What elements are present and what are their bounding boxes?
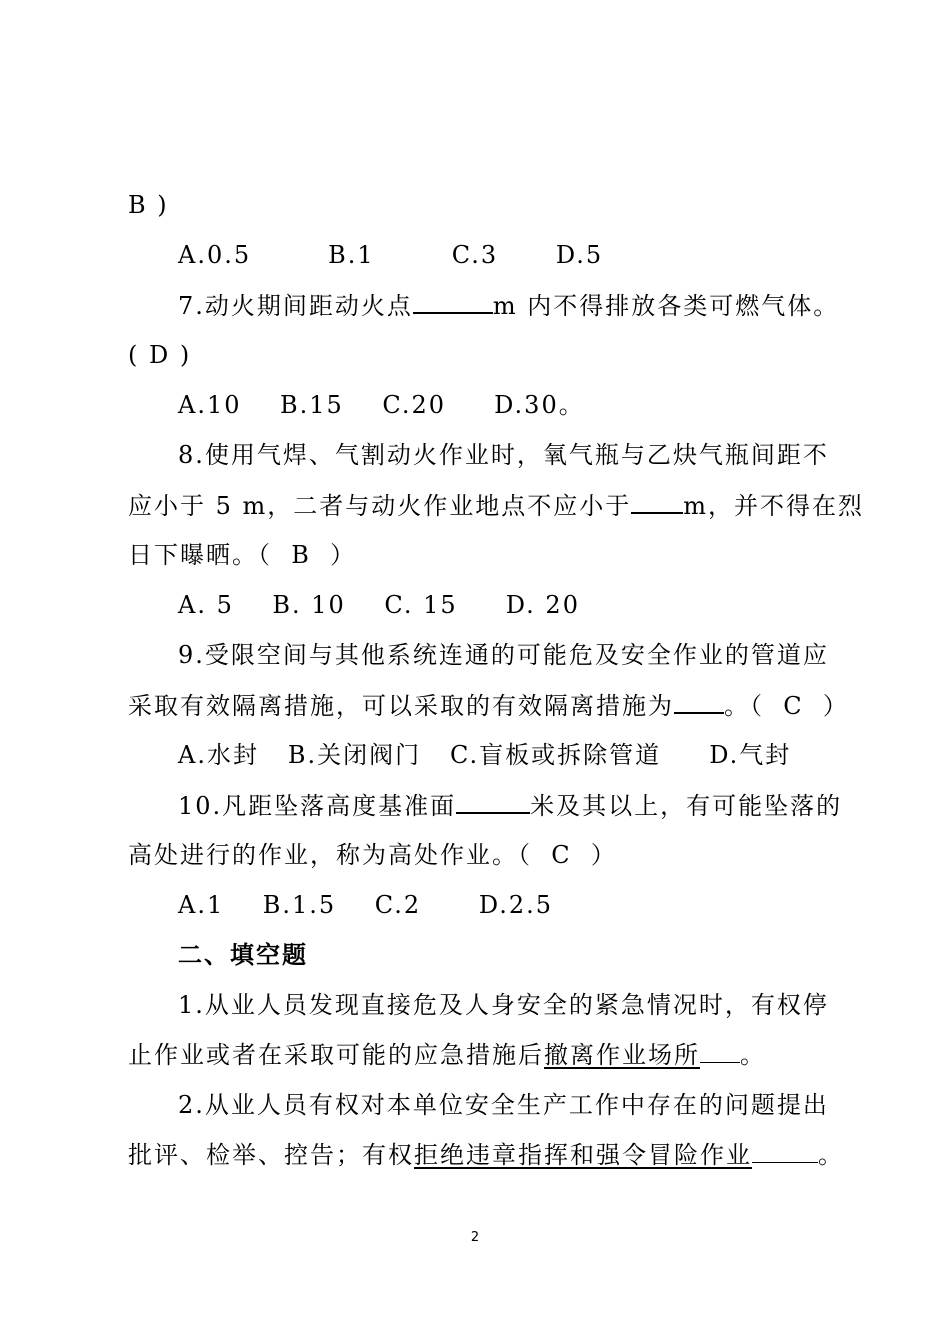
q8-line-3: 日下曝晒。（ B ） [128, 541, 357, 569]
answer-text: 拒绝违章指挥和强令冒险作业 [414, 1141, 752, 1169]
q10-line-2: 高处进行的作业，称为高处作业。（ C ） [128, 841, 617, 869]
blank-line [631, 490, 683, 514]
q8-line-2: 应小于 5 m，二者与动火作业地点不应小于 m，并不得在烈 [128, 492, 865, 520]
q10-line-1: 10.凡距坠落高度基准面 米及其以上，有可能坠落的 [178, 792, 843, 820]
blank-line [413, 290, 493, 314]
f1-line-1: 1.从业人员发现直接危及人身安全的紧急情况时，有权停 [178, 991, 829, 1019]
f1-line-2: 止作业或者在采取可能的应急措施后撤离作业场所 。 [128, 1041, 766, 1069]
q9-line-2: 采取有效隔离措施，可以采取的有效隔离措施为 。（ C ） [128, 692, 849, 720]
blank-line [752, 1140, 818, 1163]
q6-answer-tail: B ) [128, 191, 169, 219]
blank-line [456, 790, 530, 814]
page-number: 2 [470, 1230, 480, 1245]
blank-line [674, 690, 724, 714]
q7-answer: ( D ) [128, 341, 192, 369]
f2-line-1: 2.从业人员有权对本单位安全生产工作中存在的问题提出 [178, 1091, 829, 1119]
f2-line-2: 批评、检举、控告；有权拒绝违章指挥和强令冒险作业 。 [128, 1141, 844, 1169]
q8-options: A. 5 B. 10 C. 15 D. 20 [178, 591, 580, 619]
section-heading: 二、填空题 [178, 941, 308, 969]
q8-line-1: 8.使用气焊、气割动火作业时，氧气瓶与乙炔气瓶间距不 [178, 441, 829, 469]
q9-line-1: 9.受限空间与其他系统连通的可能危及安全作业的管道应 [178, 641, 829, 669]
answer-text: 撤离作业场所 [544, 1041, 700, 1069]
q7-options: A.10 B.15 C.20 D.30。 [178, 391, 585, 419]
q10-options: A.1 B.1.5 C.2 D.2.5 [178, 891, 554, 919]
blank-line [700, 1040, 740, 1063]
q9-options: A.水封 B.关闭阀门 C.盲板或拆除管道 D.气封 [178, 741, 792, 769]
q7-line-1: 7.动火期间距动火点 m 内不得排放各类可燃气体。 [178, 292, 840, 320]
q6-options: A.0.5 B.1 C.3 D.5 [178, 241, 604, 269]
